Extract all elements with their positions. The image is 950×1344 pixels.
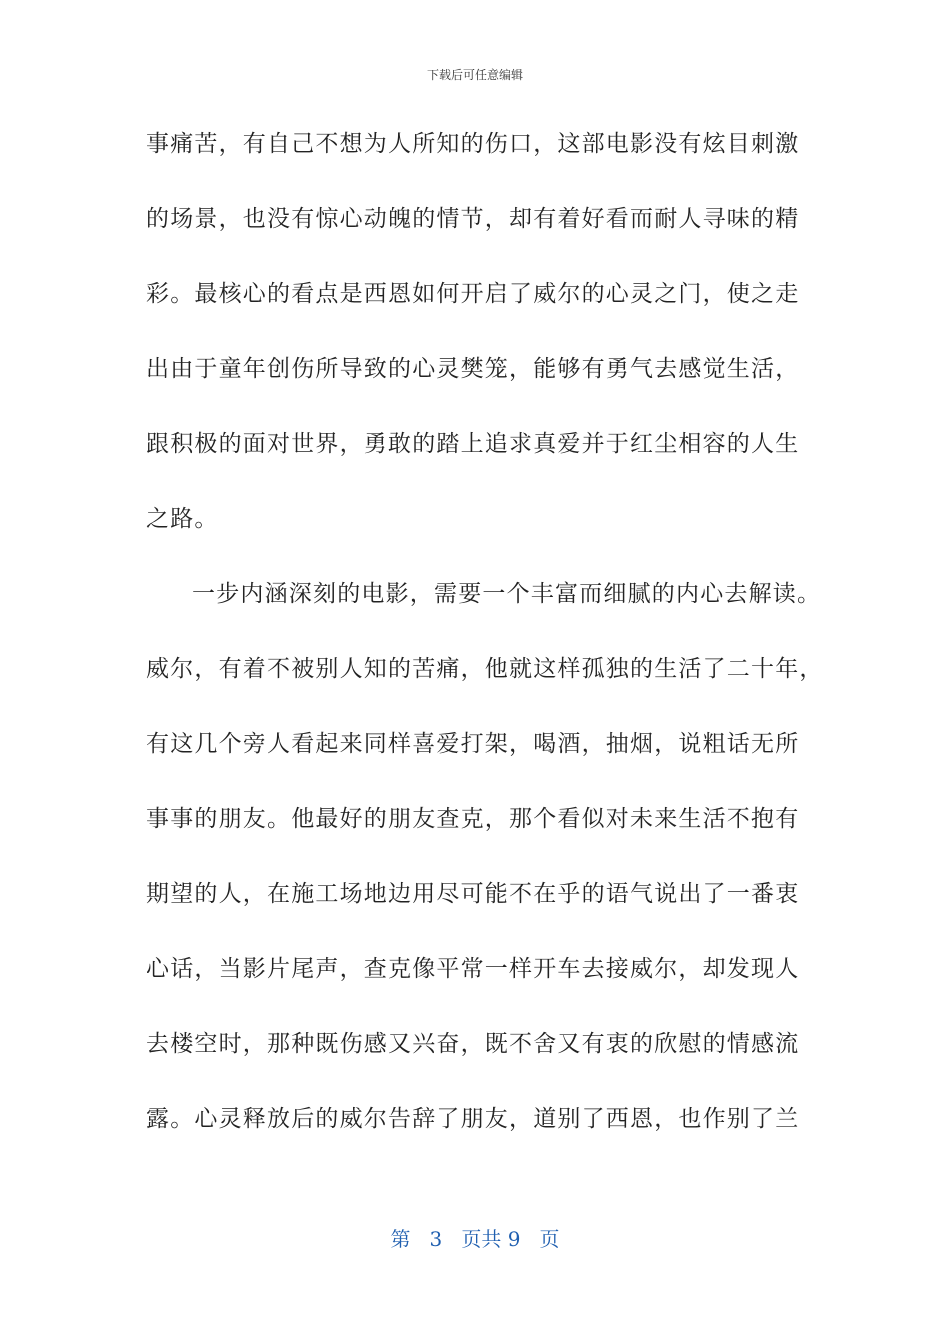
page-label-suffix: 页 <box>539 1227 560 1251</box>
total-pages-number: 9 <box>507 1227 521 1251</box>
body-line: 威尔，有着不被别人知的苦痛，他就这样孤独的生活了二十年， <box>146 656 824 682</box>
page-label-middle: 页共 <box>461 1227 502 1251</box>
page-label-prefix: 第 <box>390 1227 411 1251</box>
body-line: 露。心灵释放后的威尔告辞了朋友，道别了西恩，也作别了兰 <box>146 1106 800 1132</box>
body-line: 去楼空时，那种既伤感又兴奋，既不舍又有衷的欣慰的情感流 <box>146 1031 800 1057</box>
page-number-footer <box>0 1226 950 1252</box>
body-line: 出由于童年创伤所导致的心灵樊笼，能够有勇气去感觉生活， <box>146 356 800 382</box>
current-page-number: 3 <box>429 1227 443 1251</box>
body-line: 之路。 <box>146 506 219 532</box>
body-line: 事事的朋友。他最好的朋友查克，那个看似对未来生活不抱有 <box>146 806 800 832</box>
body-line: 期望的人，在施工场地边用尽可能不在乎的语气说出了一番衷 <box>146 881 800 907</box>
body-line: 心话，当影片尾声，查克像平常一样开车去接威尔，却发现人 <box>146 956 800 982</box>
body-line: 事痛苦，有自己不想为人所知的伤口，这部电影没有炫目刺激 <box>146 131 800 157</box>
body-line: 有这几个旁人看起来同样喜爱打架，喝酒，抽烟，说粗话无所 <box>146 731 800 757</box>
paragraph-first-line: 一步内涵深刻的电影，需要一个丰富而细腻的内心去解读。 <box>192 581 822 607</box>
body-line: 的场景，也没有惊心动魄的情节，却有着好看而耐人寻味的精 <box>146 206 800 232</box>
body-line: 彩。最核心的看点是西恩如何开启了威尔的心灵之门，使之走 <box>146 281 800 307</box>
page-header: 下载后可任意编辑 <box>426 68 523 82</box>
body-line: 跟积极的面对世界，勇敢的踏上追求真爱并于红尘相容的人生 <box>146 431 800 457</box>
